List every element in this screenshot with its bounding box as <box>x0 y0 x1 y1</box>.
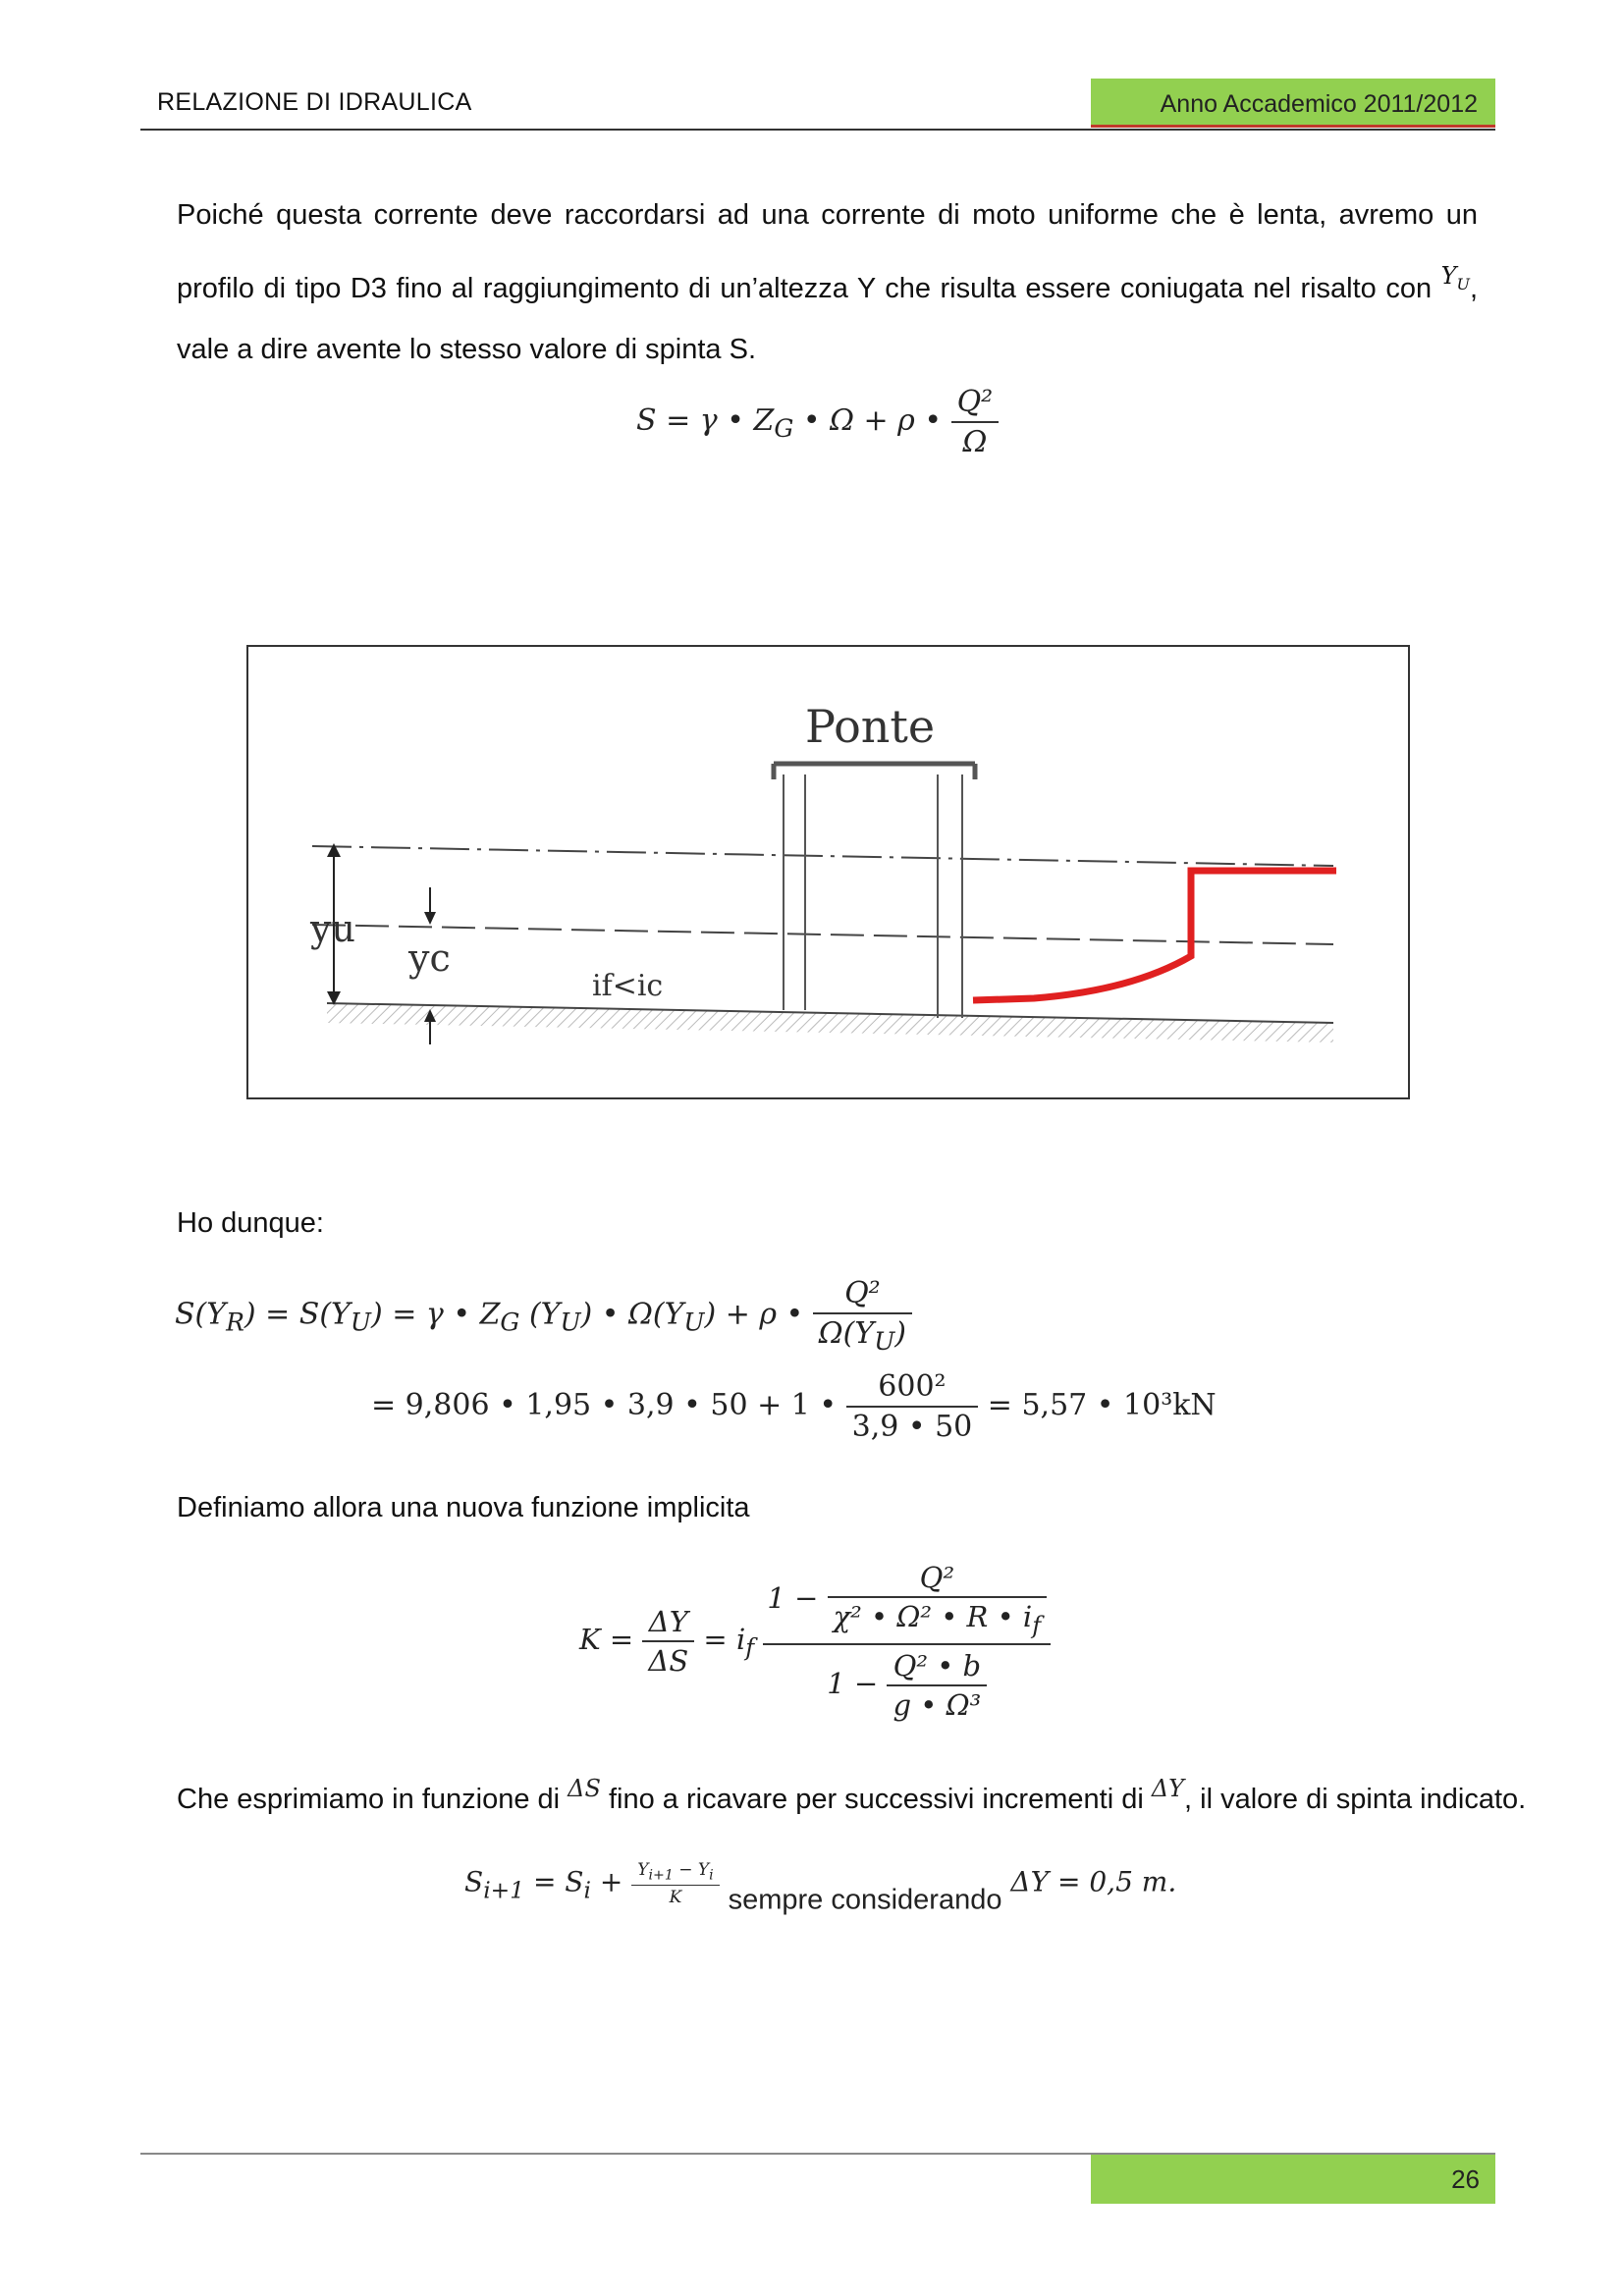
intro-paragraph <box>177 185 1478 380</box>
yu-symbol: YU <box>1440 262 1470 294</box>
bridge-label: Ponte <box>805 700 936 753</box>
intro-text-1: Poiché questa corrente deve raccordarsi ad una corrente di moto uniforme che è lenta, avremo un profilo di tipo D3 fino al raggiungimento di un’altezza Y che risulta essere coniugata nel risalto con <box>177 199 1478 304</box>
uniform-depth-line <box>312 846 1333 866</box>
water-profile-d3 <box>973 871 1336 1000</box>
header-year-box <box>1091 79 1495 128</box>
bridge <box>774 764 975 1018</box>
header-rule <box>140 129 1495 131</box>
header-title: RELAZIONE DI IDRAULICA <box>157 88 472 116</box>
yu-label: yu <box>310 907 355 950</box>
page-number: 26 <box>1451 2164 1480 2194</box>
thrust-calc-line1: $S(Y_R) = S(Y_U) = \gamma$ • $Z_G$ $(Y_U)$ • $\Omega(Y_U) + \rho$ • $\frac{\text{Q²}}{\Omega(Y_U)}$ <box>175 1276 912 1356</box>
bridge-profile-diagram <box>248 647 1408 1097</box>
implicit-function-equation: K = $\frac{\Delta Y}{\Delta S}$ = $i_f$ 1 − $\frac{\text{Q²}}{\chi^2 • \Omega^2 • R • i_f}$ 1 − $\frac{\text{Q² • b}}{\text{g • Ω³}}$ <box>579 1561 1051 1722</box>
recursive-thrust-equation: $S_{i+1} = S_i$ + $\frac{Y_{i+1} - Y_i}{K}$ sempre considerando ΔY = 0,5 m. <box>464 1860 1177 1916</box>
text-che-esprimiamo: Che esprimiamo in funzione di $^{\Delta S}$ fino a ricavare per successivi incrementi di $^{\Delta Y}$, il valore di spinta indicato. <box>177 1775 1527 1815</box>
text-definiamo: Definiamo allora una nuova funzione implicita <box>177 1492 750 1523</box>
channel-bed-hatch <box>327 1003 1333 1042</box>
eq4-text: sempre considerando <box>728 1884 1002 1916</box>
academic-year: Anno Accademico 2011/2012 <box>1160 90 1478 118</box>
slope-label: if<ic <box>592 969 664 1003</box>
thrust-equation: S = γ • $Z_G$ • Ω + ρ • $\frac{\text{Q²}}{\Omega}$ <box>636 385 999 459</box>
footer-box <box>1091 2155 1495 2204</box>
yc-label: yc <box>408 936 451 980</box>
text-ho-dunque: Ho dunque: <box>177 1207 324 1239</box>
intro-text-2: , vale a dire avente lo stesso valore di spinta S. <box>177 273 1478 365</box>
critical-depth-line <box>312 925 1333 944</box>
thrust-calc-line2: = 9,806 • 1,95 • 3,9 • 50 + 1 • $\frac{\text{600²}}{3,9 • 50}$ = 5,57 • 10³kN <box>371 1369 1217 1444</box>
bridge-profile-figure <box>246 645 1410 1099</box>
